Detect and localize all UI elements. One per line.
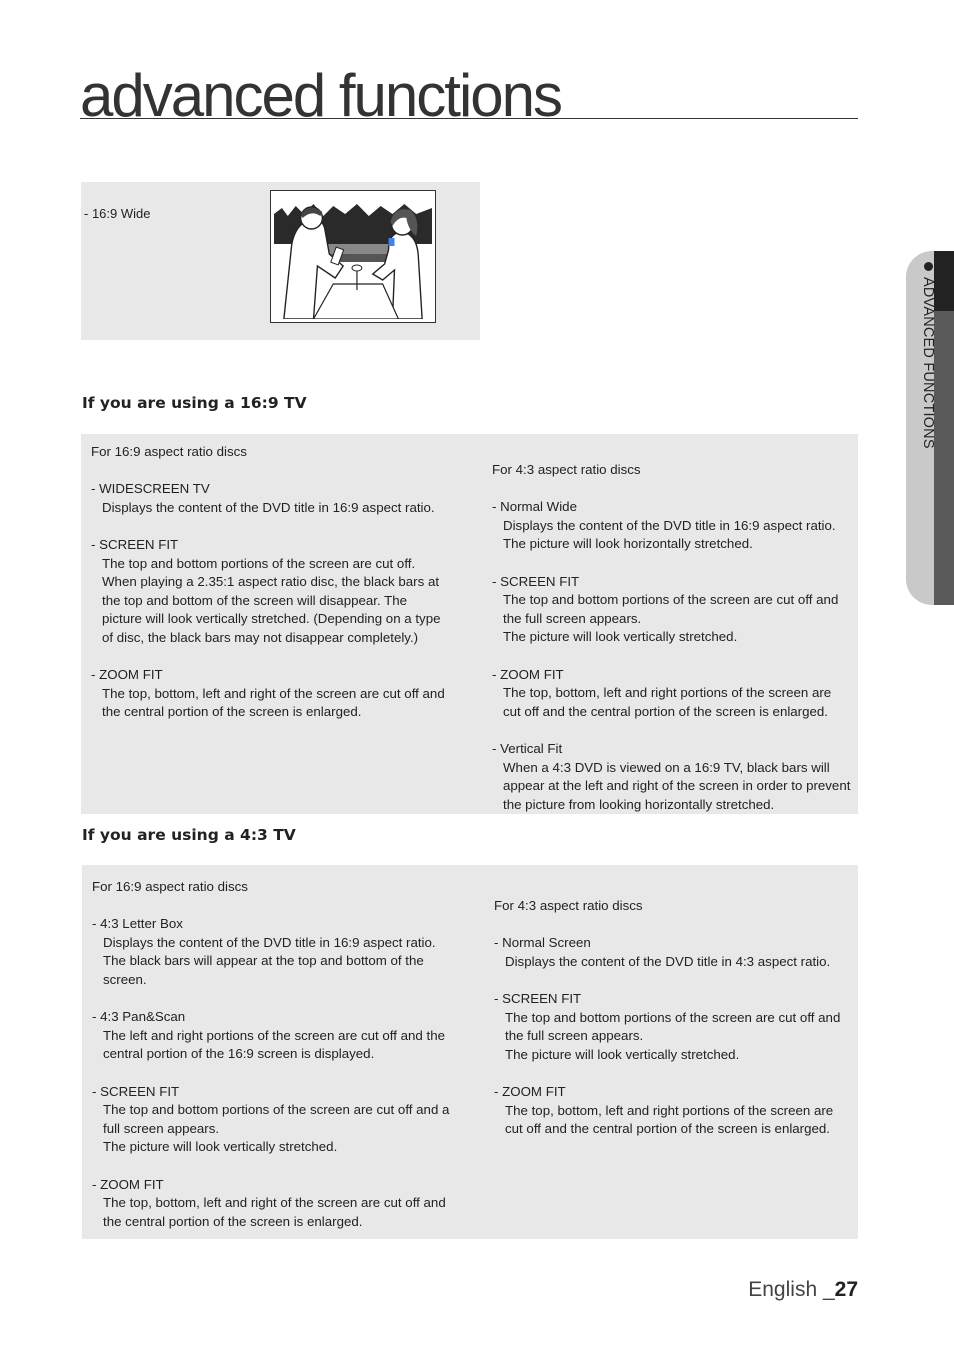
couple-illustration — [270, 190, 436, 323]
col-169-discs — [91, 443, 471, 741]
list-item: - Vertical Fit When a 4:3 DVD is viewed on a 16:9 TV, black bars will appear at the left and right of the screen in order to prevent the picture from looking horizontally stretched. — [492, 740, 851, 812]
list-item: - ZOOM FIT The top, bottom, left and right of the screen are cut off and the central portion of the screen is enlarged. — [91, 667, 445, 720]
panel-169-tv — [81, 434, 858, 814]
disc-heading: For 16:9 aspect ratio discs — [92, 879, 248, 894]
list-item: - Normal Wide Displays the content of the DVD title in 16:9 aspect ratio. The picture will look horizontally stretched. — [492, 499, 836, 552]
list-item: - ZOOM FIT The top, bottom, left and right of the screen are cut off and the central portion of the screen is enlarged. — [92, 1176, 446, 1229]
section-heading-169-tv: If you are using a 16:9 TV — [82, 394, 307, 412]
col-169-discs — [92, 878, 477, 1231]
footer-language: English _ — [748, 1278, 835, 1301]
list-item: - SCREEN FIT The top and bottom portions of the screen are cut off. When playing a 2.35:1 aspect ratio disc, the black bars at the top and bottom of the screen will disappear. The picture will look vertically stretched. (Depending on a type of disc, the black bars may not disappear completely.) — [91, 536, 441, 645]
disc-heading: For 4:3 aspect ratio discs — [492, 462, 641, 477]
page-footer — [748, 1278, 858, 1302]
disc-heading: For 4:3 aspect ratio discs — [494, 898, 643, 913]
list-item: - WIDESCREEN TV Displays the content of the DVD title in 16:9 aspect ratio. — [91, 481, 435, 515]
page-title: advanced functions — [80, 62, 858, 119]
panel-43-tv — [82, 865, 858, 1239]
list-item: - SCREEN FIT The top and bottom portions of the screen are cut off and the full screen appears. The picture will look vertically stretched. — [492, 573, 839, 645]
list-item: - 4:3 Letter Box Displays the content of the DVD title in 16:9 aspect ratio. The black bars will appear at the top and bottom of the screen. — [92, 916, 436, 987]
list-item: - ZOOM FIT The top, bottom, left and right portions of the screen are cut off and the central portion of the screen is enlarged. — [492, 666, 832, 719]
page-number: 27 — [834, 1278, 858, 1301]
side-tab-label: ADVANCED FUNCTIONS — [920, 262, 936, 449]
list-item: - ZOOM FIT The top, bottom, left and right portions of the screen are cut off and the central portion of the screen is enlarged. — [494, 1083, 834, 1137]
col-43-discs — [492, 461, 857, 833]
section-heading-43-tv: If you are using a 4:3 TV — [82, 826, 296, 844]
list-item: - Normal Screen Displays the content of the DVD title in 4:3 aspect ratio. — [494, 935, 831, 969]
list-item: - SCREEN FIT The top and bottom portions of the screen are cut off and the full screen appears. The picture will look vertically stretched. — [494, 990, 841, 1062]
side-tab-accent-top — [934, 251, 954, 311]
disc-heading: For 16:9 aspect ratio discs — [91, 444, 247, 459]
wide-label: - 16:9 Wide — [84, 206, 151, 221]
list-item: - SCREEN FIT The top and bottom portions of the screen are cut off and a full screen appears. The picture will look vertically stretched. — [92, 1083, 450, 1155]
list-item: - 4:3 Pan&Scan The left and right portions of the screen are cut off and the central portion of the 16:9 screen is displayed. — [92, 1009, 445, 1062]
wide-example-box — [81, 182, 480, 340]
bullet-dot-icon — [924, 262, 933, 271]
col-43-discs — [494, 897, 854, 1157]
